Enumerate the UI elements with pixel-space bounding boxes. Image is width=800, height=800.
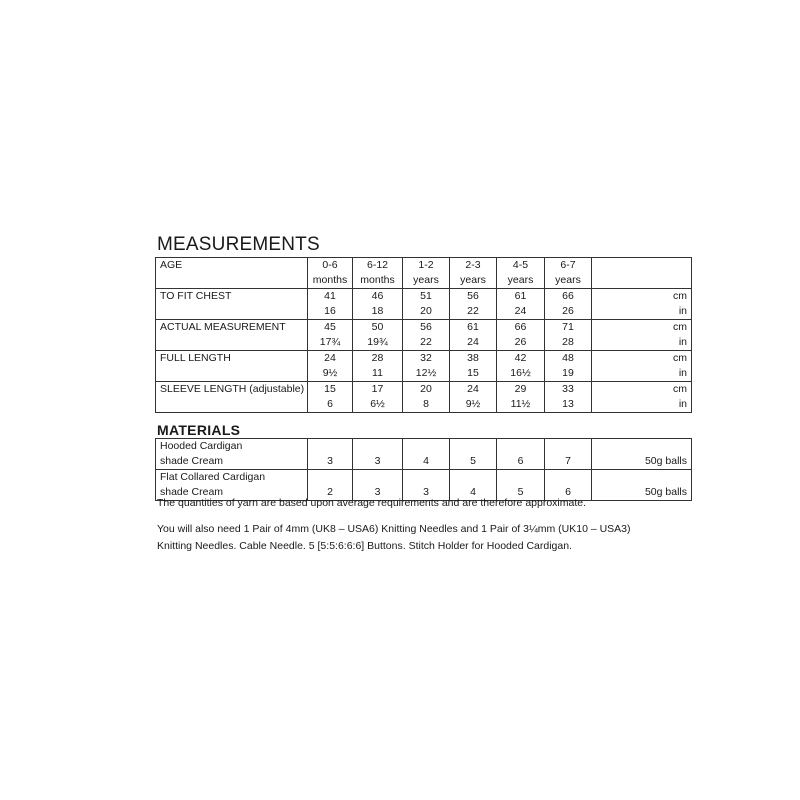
table-row: [156, 439, 692, 470]
value-cell: 56 22: [403, 320, 450, 351]
value-cell: 15 6: [308, 382, 353, 413]
value-cell: 6: [545, 470, 592, 501]
value-cell: 3: [353, 439, 403, 470]
unit-cell: cm in: [592, 289, 692, 320]
age-row: [156, 258, 692, 289]
unit-header: [592, 258, 692, 289]
age-header: 4-5 years: [497, 258, 545, 289]
value-cell: 33 13: [545, 382, 592, 413]
value-cell: 20 8: [403, 382, 450, 413]
age-header: 1-2 years: [403, 258, 450, 289]
value-cell: 38 15: [450, 351, 497, 382]
value-cell: 5: [450, 439, 497, 470]
value-cell: 28 11: [353, 351, 403, 382]
value-cell: 48 19: [545, 351, 592, 382]
measurements-title: MEASUREMENTS: [157, 234, 320, 255]
value-cell: 50 19¾: [353, 320, 403, 351]
value-cell: 66 26: [545, 289, 592, 320]
value-cell: 41 16: [308, 289, 353, 320]
row-label: ACTUAL MEASUREMENT: [156, 320, 308, 351]
value-cell: 61 24: [497, 289, 545, 320]
age-header: 0-6 months: [308, 258, 353, 289]
value-cell: 17 6½: [353, 382, 403, 413]
unit-cell: cm in: [592, 351, 692, 382]
age-header: 6-12 months: [353, 258, 403, 289]
yarn-label: Hooded Cardigan shade Cream: [156, 439, 308, 470]
value-cell: 5: [497, 470, 545, 501]
value-cell: 7: [545, 439, 592, 470]
row-label: TO FIT CHEST: [156, 289, 308, 320]
value-cell: 56 22: [450, 289, 497, 320]
value-cell: 51 20: [403, 289, 450, 320]
value-cell: 29 11½: [497, 382, 545, 413]
value-cell: 4: [450, 470, 497, 501]
value-cell: 3: [353, 470, 403, 501]
yarn-approximation-note: The quantities of yarn are based upon average requirements and are therefore approximate.: [157, 497, 587, 509]
value-cell: 4: [403, 439, 450, 470]
needles-note-continued: Knitting Needles. Cable Needle. 5 [5:5:6:6:6] Buttons. Stitch Holder for Hooded Cardigan.: [157, 540, 572, 552]
value-cell: 42 16½: [497, 351, 545, 382]
table-row: [156, 289, 692, 320]
value-cell: 24 9½: [308, 351, 353, 382]
unit-cell: cm in: [592, 382, 692, 413]
age-label: AGE: [156, 258, 308, 289]
materials-table: [155, 438, 692, 501]
row-label: FULL LENGTH: [156, 351, 308, 382]
materials-title: MATERIALS: [157, 422, 241, 438]
value-cell: 71 28: [545, 320, 592, 351]
value-cell: 61 24: [450, 320, 497, 351]
value-cell: 2: [308, 470, 353, 501]
value-cell: 24 9½: [450, 382, 497, 413]
age-header: 6-7 years: [545, 258, 592, 289]
value-cell: 45 17¾: [308, 320, 353, 351]
table-row: [156, 351, 692, 382]
row-label: SLEEVE LENGTH (adjustable): [156, 382, 308, 413]
needles-note: You will also need 1 Pair of 4mm (UK8 – USA6) Knitting Needles and 1 Pair of 3¼mm (UK10 – USA3): [157, 523, 631, 535]
table-row: [156, 382, 692, 413]
unit-cell: 50g balls: [592, 470, 692, 501]
value-cell: 3: [403, 470, 450, 501]
value-cell: 46 18: [353, 289, 403, 320]
value-cell: 32 12½: [403, 351, 450, 382]
age-header: 2-3 years: [450, 258, 497, 289]
value-cell: 6: [497, 439, 545, 470]
unit-cell: 50g balls: [592, 439, 692, 470]
value-cell: 3: [308, 439, 353, 470]
unit-cell: cm in: [592, 320, 692, 351]
table-row: [156, 320, 692, 351]
value-cell: 66 26: [497, 320, 545, 351]
yarn-label: Flat Collared Cardigan shade Cream: [156, 470, 308, 501]
measurements-table: [155, 257, 692, 413]
